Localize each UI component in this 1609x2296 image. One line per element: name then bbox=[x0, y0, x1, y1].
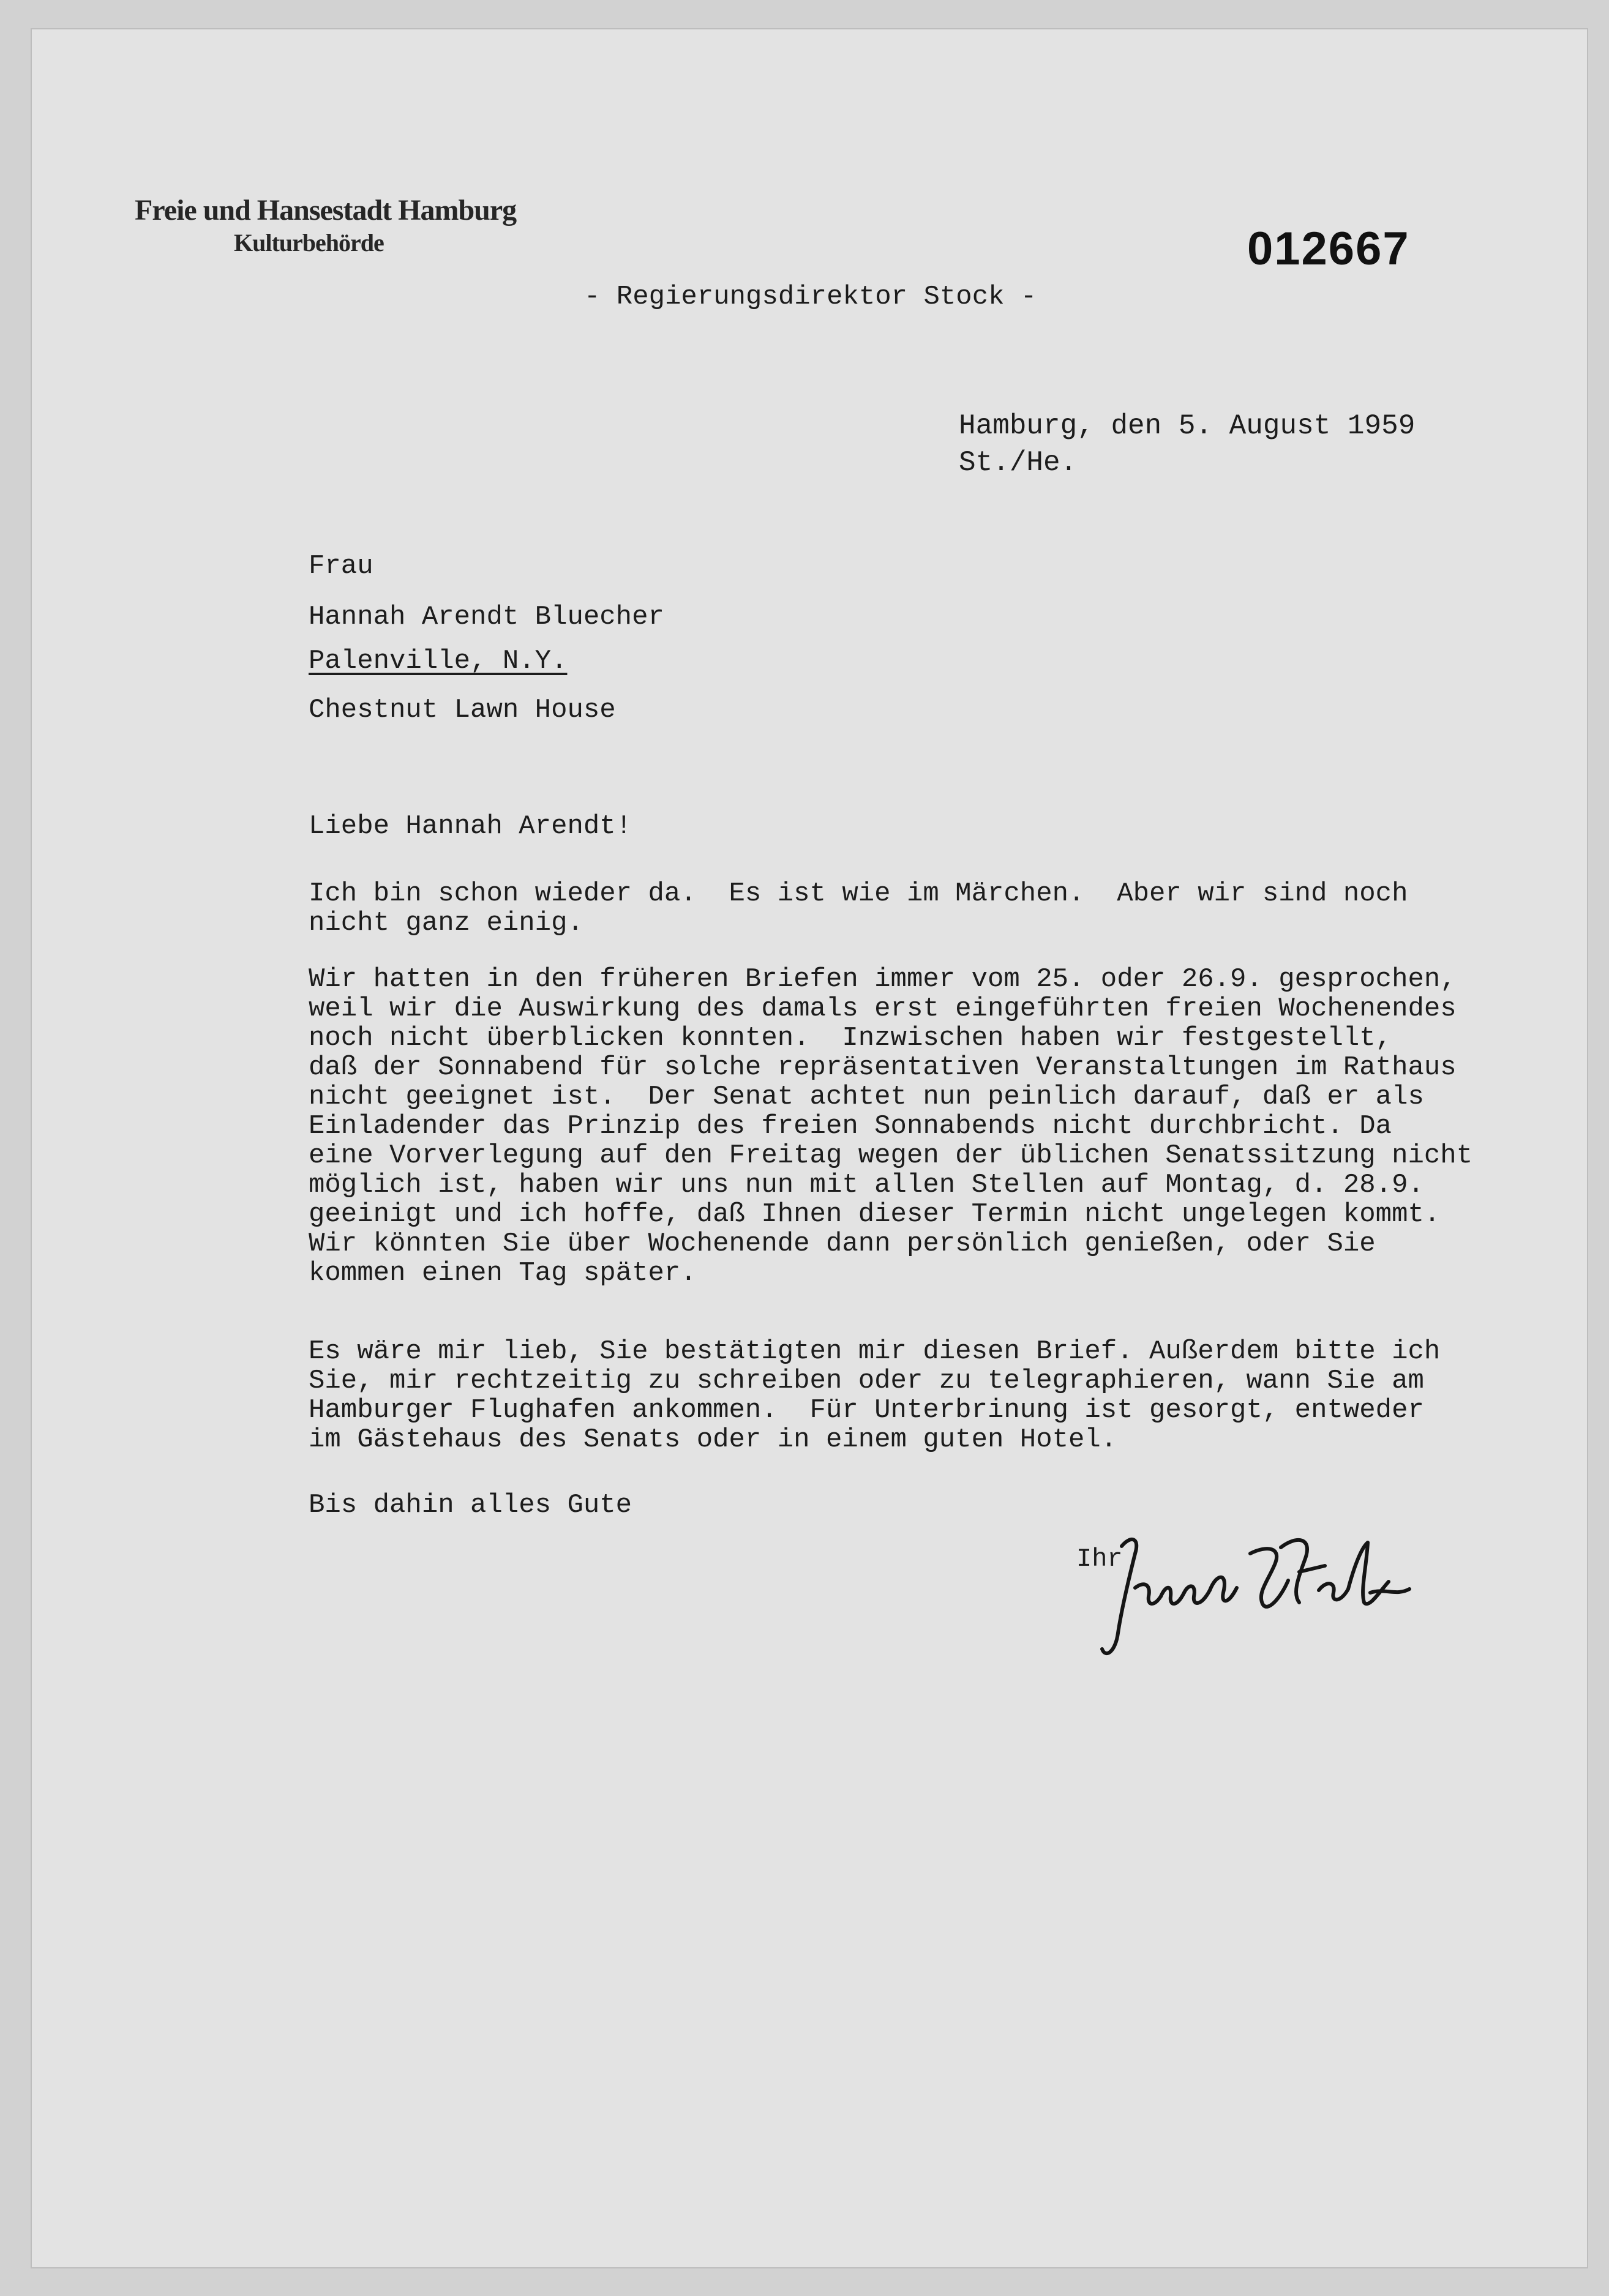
paragraph-line: Einladender das Prinzip des freien Sonnabends nicht durchbricht. Da bbox=[309, 1111, 1392, 1142]
paragraph-line: noch nicht überblicken konnten. Inzwischen haben wir festgestellt, bbox=[309, 1023, 1392, 1053]
paragraph-line: Es wäre mir lieb, Sie bestätigten mir diesen Brief. Außerdem bitte ich bbox=[309, 1336, 1441, 1367]
paragraph-line: kommen einen Tag später. bbox=[309, 1258, 697, 1288]
salutation: Liebe Hannah Arendt! bbox=[309, 811, 632, 842]
paragraph-line: weil wir die Auswirkung des damals erst eingeführten freien Wochenendes bbox=[309, 993, 1457, 1024]
reference-line: St./He. bbox=[959, 447, 1078, 479]
address-title: Frau bbox=[309, 551, 373, 581]
paragraph-line: nicht geeignet ist. Der Senat achtet nun peinlich darauf, daß er als bbox=[309, 1082, 1424, 1112]
paragraph-line: geeinigt und ich hoffe, daß Ihnen dieser Termin nicht ungelegen kommt. bbox=[309, 1199, 1441, 1230]
date-line: Hamburg, den 5. August 1959 bbox=[959, 410, 1416, 442]
closing-line: Bis dahin alles Gute bbox=[309, 1490, 632, 1520]
letterhead-stamp-line2: Kulturbehörde bbox=[234, 229, 384, 256]
paragraph-line: möglich ist, haben wir uns nun mit allen Stellen auf Montag, d. 28.9. bbox=[309, 1170, 1424, 1200]
paragraph-line: eine Vorverlegung auf den Freitag wegen der üblichen Senatssitzung nicht bbox=[309, 1140, 1473, 1171]
letterhead-stamp-line1: Freie und Hansestadt Hamburg bbox=[135, 194, 517, 226]
department-heading: - Regierungsdirektor Stock - bbox=[584, 282, 1037, 312]
paragraph-1 bbox=[309, 879, 1408, 938]
address-city: Palenville, N.Y. bbox=[309, 646, 568, 676]
document-number: 012667 bbox=[1247, 223, 1410, 275]
address-name: Hannah Arendt Bluecher bbox=[309, 602, 664, 632]
paragraph-line: daß der Sonnabend für solche repräsentativen Veranstaltungen im Rathaus bbox=[309, 1052, 1457, 1083]
sign-off: Ihr bbox=[1076, 1544, 1123, 1574]
handwritten-signature bbox=[1097, 1529, 1440, 1670]
paragraph-3 bbox=[309, 1337, 1440, 1454]
address-house: Chestnut Lawn House bbox=[309, 695, 616, 725]
paragraph-line: Sie, mir rechtzeitig zu schreiben oder zu telegraphieren, wann Sie am bbox=[309, 1366, 1424, 1396]
paragraph-line: Wir hatten in den früheren Briefen immer vom 25. oder 26.9. gesprochen, bbox=[309, 964, 1457, 995]
letter-sheet bbox=[32, 29, 1587, 2267]
paragraph-line: Ich bin schon wieder da. Es ist wie im Märchen. Aber wir sind noch bbox=[309, 878, 1408, 909]
paragraph-line: nicht ganz einig. bbox=[309, 908, 583, 938]
paragraph-line: Wir könnten Sie über Wochenende dann persönlich genießen, oder Sie bbox=[309, 1228, 1376, 1259]
paragraph-line: Hamburger Flughafen ankommen. Für Unterbrinung ist gesorgt, entweder bbox=[309, 1395, 1424, 1426]
paragraph-line: im Gästehaus des Senats oder in einem guten Hotel. bbox=[309, 1424, 1117, 1455]
paragraph-2 bbox=[309, 965, 1472, 1288]
